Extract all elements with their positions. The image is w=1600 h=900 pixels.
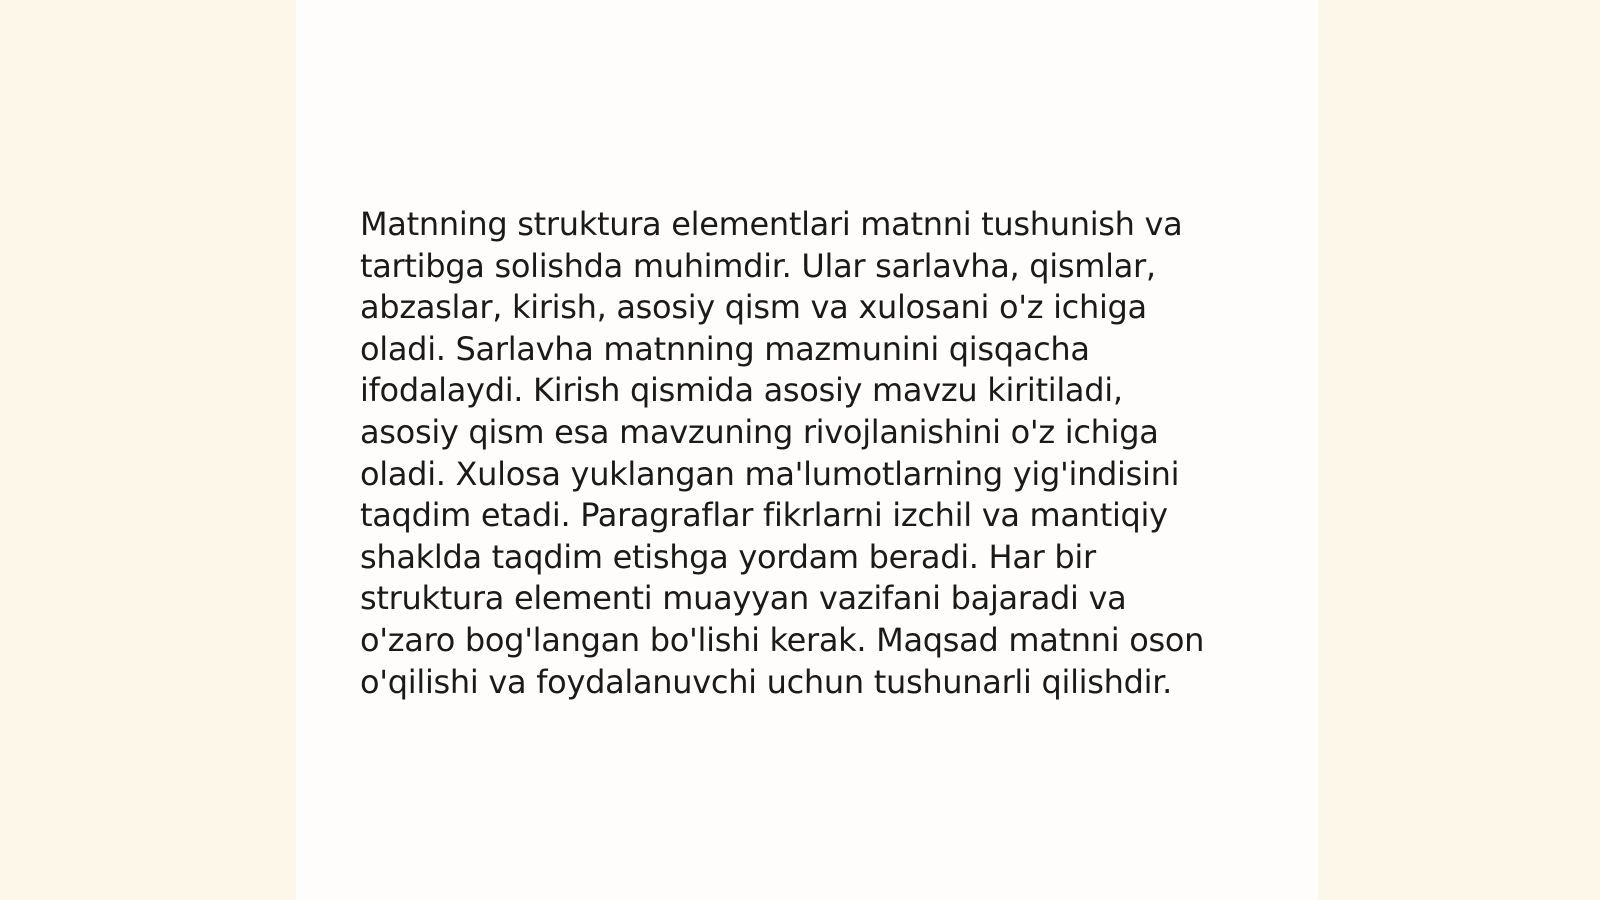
body-paragraph: Matnning struktura elementlari matnni tushunish va tartibga solishda muhimdir. Ular sarlavha, qismlar, abzaslar, kirish, asosiy qism va xulosani o'z ichiga oladi. Sarlavha matnning mazmunini qisqacha ifodalaydi. Kirish qismida asosiy mavzu kiritiladi, asosiy qism esa mavzuning rivojlanishini o'z ichiga oladi. Xulosa yuklangan ma'lumotlarning yig'indisini taqdim etadi. Paragraflar fikrlarni izchil va mantiqiy shaklda taqdim etishga yordam beradi. Har bir struktura elementi muayyan vazifani bajaradi va o'zaro bog'langan bo'lishi kerak. Maqsad matnni oson o'qilishi va foydalanuvchi uchun tushunarli qilishdir.	[360, 205, 1205, 701]
document-sheet	[296, 0, 1318, 900]
